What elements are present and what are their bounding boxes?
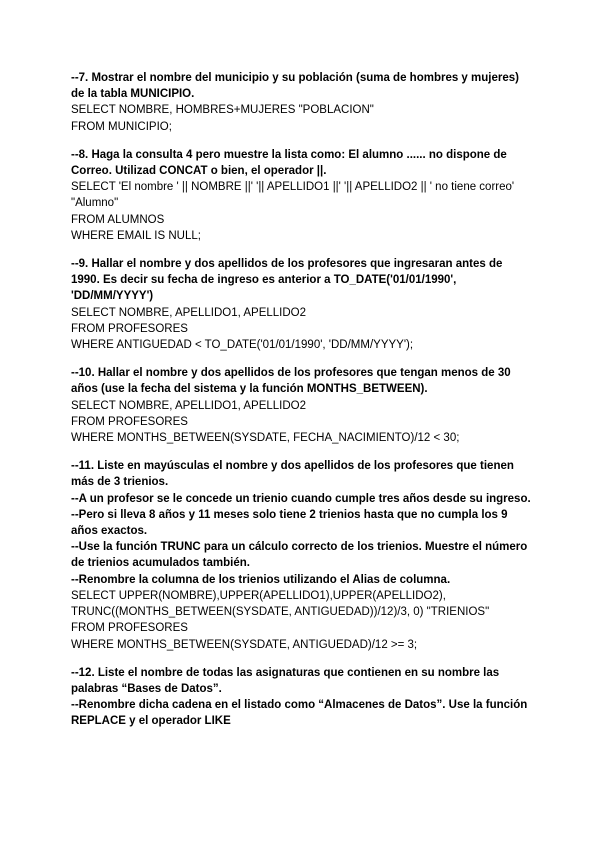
document-page [71, 70, 531, 742]
exercise-ex7 [71, 70, 531, 135]
sql-code-line: SELECT NOMBRE, HOMBRES+MUJERES "POBLACION" [71, 104, 374, 117]
sql-code-line: FROM MUNICIPIO; [71, 120, 172, 133]
exercise-ex8 [71, 147, 531, 244]
sql-code-line: TRUNC((MONTHS_BETWEEN(SYSDATE, ANTIGUEDAD))/12)/3, 0) "TRIENIOS" [71, 606, 490, 619]
exercise-ex10 [71, 365, 531, 446]
exercise-statement: --12. Liste el nombre de todas las asignaturas que contienen en su nombre las palabras “Bases de Datos”. [71, 666, 500, 695]
exercise-statement: --Use la función TRUNC para un cálculo correcto de los trienios. Muestre el número de trienios acumulados también. [71, 541, 528, 570]
exercise-statement: --A un profesor se le concede un trienio cuando cumple tres años desde su ingreso. [71, 492, 531, 505]
exercise-statement: --Pero si lleva 8 años y 11 meses solo tiene 2 trienios hasta que no cumpla los 9 años exactos. [71, 508, 508, 538]
sql-code-line: WHERE MONTHS_BETWEEN(SYSDATE, ANTIGUEDAD)/12 >= 3; [71, 638, 418, 651]
exercise-statement: --7. Mostrar el nombre del municipio y su población (suma de hombres y mujeres) de la tabla MUNICIPIO. [71, 72, 519, 101]
exercise-statement: --Renombre dicha cadena en el listado como “Almacenes de Datos”. Use la función REPLACE y el operador LIKE [71, 699, 528, 728]
sql-code-line: WHERE EMAIL IS NULL; [71, 229, 201, 242]
sql-code-line: FROM ALUMNOS [71, 213, 165, 226]
sql-code-line: FROM PROFESORES [71, 622, 188, 635]
exercise-ex11 [71, 458, 531, 652]
exercise-statement: --8. Haga la consulta 4 pero muestre la lista como: El alumno ...... no dispone de Correo. Utilizad CONCAT o bien, el operador ||. [71, 148, 507, 178]
exercise-ex9 [71, 256, 531, 353]
sql-code-line: FROM PROFESORES [71, 415, 188, 428]
exercise-statement: --10. Hallar el nombre y dos apellidos de los profesores que tengan menos de 30 años (use la fecha del sistema y la función MONTHS_BETWEEN). [71, 367, 511, 396]
sql-code-line: "Alumno" [71, 197, 119, 210]
sql-code-line: SELECT UPPER(NOMBRE),UPPER(APELLIDO1),UPPER(APELLIDO2), [71, 589, 446, 602]
exercise-statement: --9. Hallar el nombre y dos apellidos de los profesores que ingresaran antes de 1990. Es decir su fecha de ingreso es anterior a TO_DATE('01/01/1990', 'DD/MM/YYYY') [71, 258, 503, 303]
exercise-statement: --Renombre la columna de los trienios utilizando el Alias de columna. [71, 573, 451, 586]
sql-code-line: FROM PROFESORES [71, 322, 188, 335]
sql-code-line: SELECT NOMBRE, APELLIDO1, APELLIDO2 [71, 399, 306, 412]
sql-code-line: WHERE ANTIGUEDAD < TO_DATE('01/01/1990', 'DD/MM/YYYY'); [71, 339, 414, 352]
sql-code-line: SELECT NOMBRE, APELLIDO1, APELLIDO2 [71, 306, 306, 319]
sql-code-line: WHERE MONTHS_BETWEEN(SYSDATE, FECHA_NACIMIENTO)/12 < 30; [71, 432, 460, 445]
sql-code-line: SELECT 'El nombre ' || NOMBRE ||' '|| APELLIDO1 ||' '|| APELLIDO2 || ' no tiene correo' [71, 181, 515, 194]
exercise-ex12 [71, 665, 531, 730]
exercise-statement: --11. Liste en mayúsculas el nombre y dos apellidos de los profesores que tienen más de 3 trienios. [71, 460, 514, 489]
